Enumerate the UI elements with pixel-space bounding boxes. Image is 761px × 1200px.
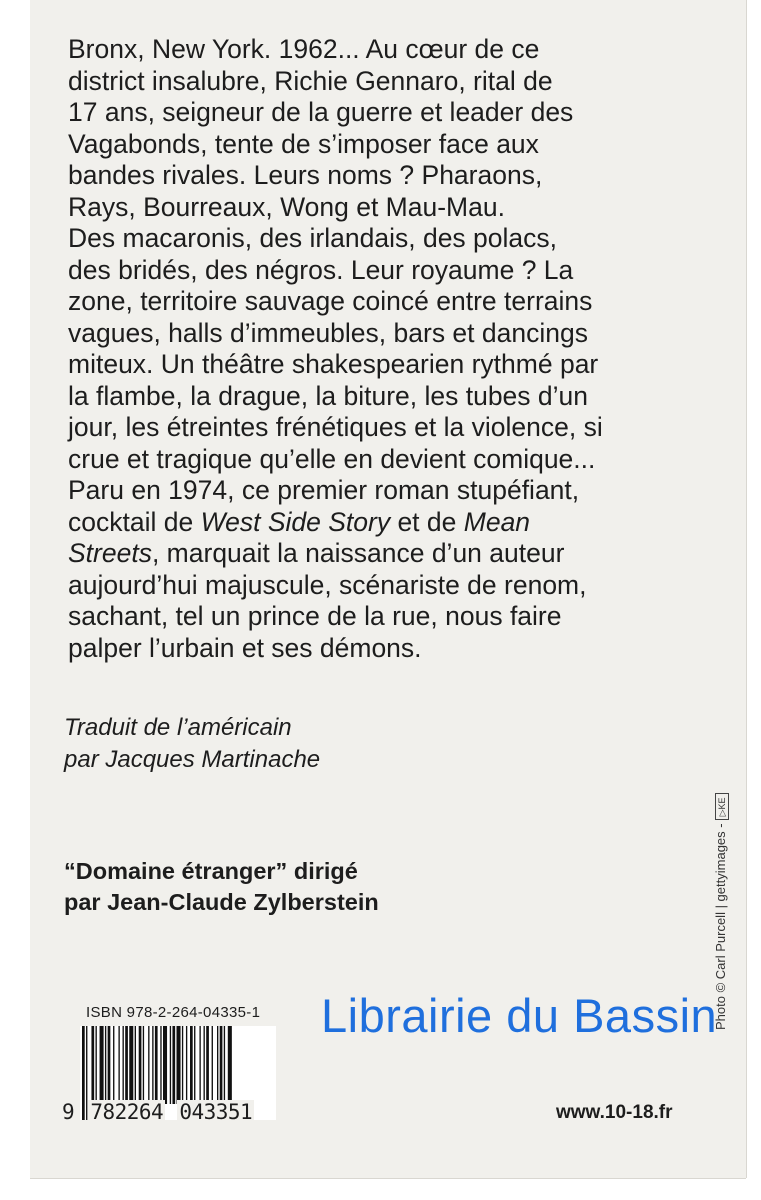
film-title-west-side-story: West Side Story bbox=[200, 506, 391, 537]
barcode-bar bbox=[220, 1026, 223, 1104]
blurb-line: aujourd’hui majuscule, scénariste de renom, bbox=[68, 569, 587, 600]
blurb-line: Paru en 1974, ce premier roman stupéfiant, bbox=[68, 475, 580, 505]
barcode-bar bbox=[100, 1026, 104, 1104]
blurb-line: Bronx, New York. 1962... Au cœur de ce bbox=[68, 34, 540, 64]
barcode-first-digit: 9 bbox=[62, 1100, 75, 1124]
blurb-text-run: , marquait la naissance d’un auteur bbox=[151, 538, 565, 568]
barcode-bar bbox=[105, 1026, 106, 1104]
barcode-bar bbox=[199, 1026, 200, 1104]
barcode-bar bbox=[91, 1026, 94, 1104]
blurb-line bbox=[68, 538, 708, 570]
barcode-bar bbox=[152, 1026, 153, 1104]
barcode-bar bbox=[123, 1026, 124, 1104]
collection-line-1: “Domaine étranger” dirigé bbox=[64, 858, 358, 884]
photo-credit-logo: ▷KE bbox=[715, 793, 729, 820]
barcode-bar bbox=[194, 1026, 195, 1104]
collection-credit bbox=[64, 856, 379, 918]
blurb-line: palper l’urbain et ses démons. bbox=[68, 632, 422, 663]
blurb-line: miteux. Un théâtre shakespearien rythmé par bbox=[68, 349, 599, 379]
barcode-bar bbox=[96, 1026, 97, 1104]
isbn-label: ISBN 978-2-264-04335-1 bbox=[86, 1004, 261, 1021]
blurb-line: Rays, Bourreaux, Wong et Mau-Mau. bbox=[68, 191, 505, 222]
blurb-text-run: et de bbox=[390, 506, 464, 537]
blurb-line: sachant, tel un prince de la rue, nous faire bbox=[68, 601, 562, 631]
barcode-bar bbox=[177, 1026, 181, 1104]
blurb-text bbox=[68, 34, 708, 664]
barcode-bar bbox=[206, 1026, 209, 1104]
blurb-line: district insalubre, Richie Gennaro, rital de bbox=[68, 65, 553, 96]
blurb-line: 17 ans, seigneur de la guerre et leader des bbox=[68, 97, 574, 127]
barcode-bar bbox=[217, 1026, 218, 1104]
blurb-line: zone, territoire sauvage coincé entre terrains bbox=[68, 286, 593, 316]
photo-credit-text: Photo © Carl Purcell | gettyimages - bbox=[713, 823, 728, 1030]
barcode-bar bbox=[108, 1026, 111, 1104]
barcode-bar bbox=[139, 1026, 142, 1104]
barcode-bar bbox=[212, 1026, 213, 1104]
barcode-bar bbox=[190, 1026, 193, 1104]
blurb-line: des bridés, des négros. Leur royaume ? La bbox=[68, 254, 574, 285]
barcode-bar bbox=[148, 1026, 149, 1104]
barcode-bar bbox=[129, 1026, 133, 1104]
barcode-bar bbox=[182, 1026, 183, 1104]
barcode-bar bbox=[224, 1026, 225, 1104]
blurb-line: crue et tragique qu’elle en devient comique... bbox=[68, 443, 596, 474]
barcode-bar bbox=[118, 1026, 119, 1104]
film-title-mean-streets-part1: Mean bbox=[463, 506, 531, 537]
collection-line-2: par Jean-Claude Zylberstein bbox=[64, 889, 379, 915]
barcode-left-digits: 782264 bbox=[90, 1100, 164, 1124]
translator-line-1: Traduit de l’américain bbox=[64, 714, 292, 741]
barcode-bar bbox=[135, 1026, 136, 1104]
blurb-text-run: cocktail de bbox=[68, 506, 201, 537]
blurb-line: la flambe, la drague, la biture, les tubes d’un bbox=[68, 380, 589, 411]
film-title-mean-streets-part2: Streets bbox=[68, 538, 152, 568]
barcode-bar bbox=[170, 1026, 171, 1104]
barcode-digits bbox=[60, 1100, 254, 1124]
barcode-bar bbox=[163, 1026, 167, 1104]
barcode-bar bbox=[186, 1026, 187, 1104]
publisher-website: www.10-18.fr bbox=[556, 1102, 673, 1123]
barcode-bar bbox=[113, 1026, 114, 1104]
barcode-bar bbox=[172, 1026, 175, 1104]
barcode-right-digits: 043351 bbox=[179, 1100, 253, 1124]
blurb-line: Des macaronis, des irlandais, des polacs, bbox=[68, 223, 558, 253]
barcode-bar bbox=[204, 1026, 205, 1104]
blurb-line: vagues, halls d’immeubles, bars et dancings bbox=[68, 317, 588, 348]
translator-line-2: par Jacques Martinache bbox=[64, 746, 321, 773]
blurb-line: jour, les étreintes frénétiques et la violence, si bbox=[68, 412, 603, 442]
blurb-line: Vagabonds, tente de s’imposer face aux bbox=[68, 128, 539, 159]
barcode-bar bbox=[125, 1026, 128, 1104]
barcode-bar bbox=[143, 1026, 144, 1104]
translator-credit bbox=[64, 712, 320, 776]
blurb-line-italic-titles bbox=[68, 507, 708, 539]
blurb-line: bandes rivales. Leurs noms ? Pharaons, bbox=[68, 160, 543, 190]
watermark-text: Librairie du Bassin bbox=[321, 989, 718, 1042]
